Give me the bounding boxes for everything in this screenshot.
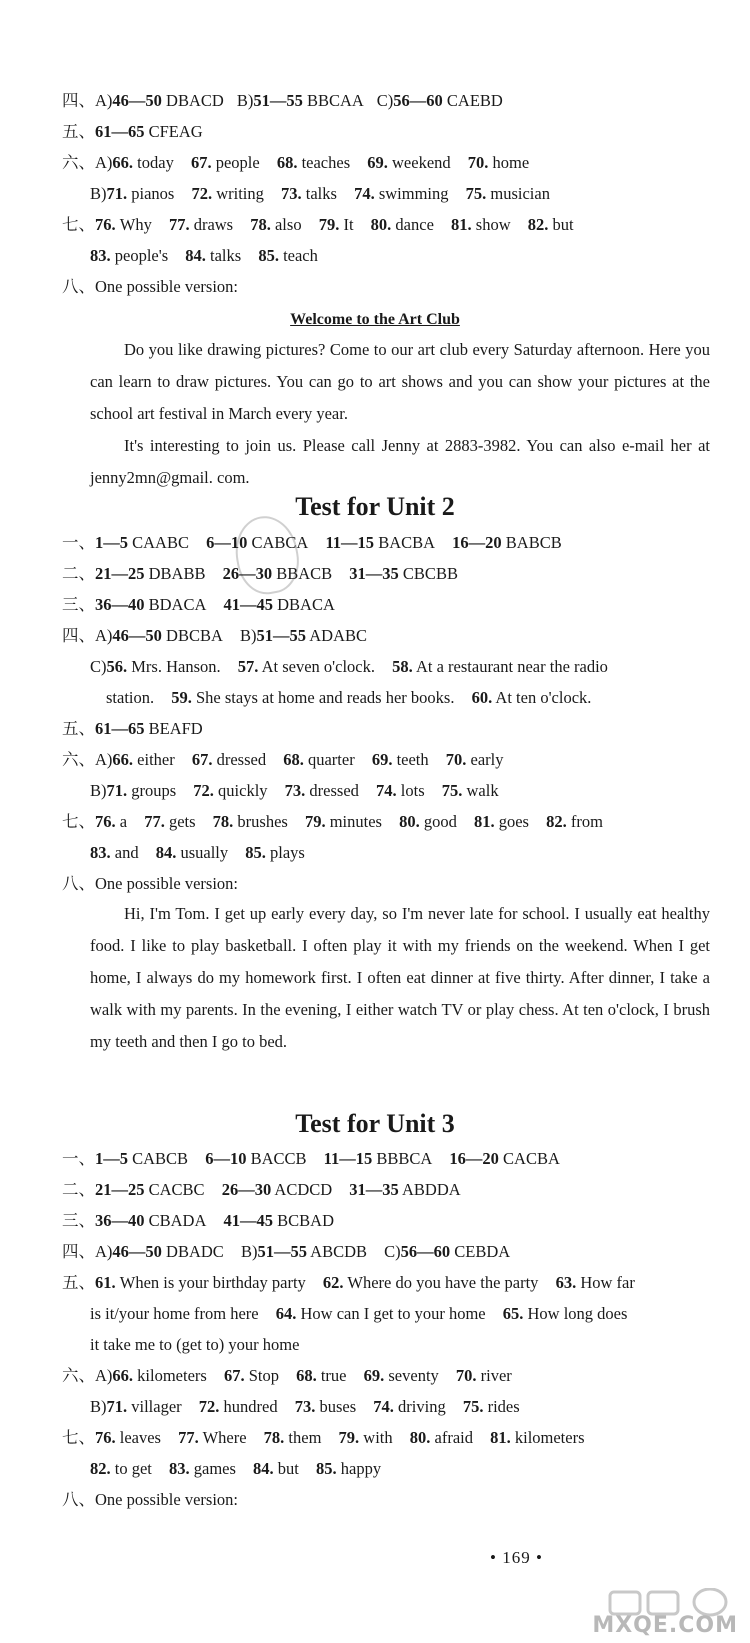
answer-line: 二、21—25 DBABB 26—30 BBACB 31—35 CBCBB — [62, 564, 458, 583]
answer-line: 三、36—40 CBADA 41—45 BCBAD — [62, 1211, 334, 1230]
answer-line: 二、21—25 CACBC 26—30 ACDCD 31—35 ABDDA — [62, 1180, 461, 1199]
unit-title: Test for Unit 2 — [295, 492, 455, 521]
answer-line: 四、A)46—50 DBACD B)51—55 BBCAA C)56—60 CAEBD — [62, 91, 503, 110]
answer-line: B)71. groups 72. quickly 73. dressed 74. lots 75. walk — [90, 781, 499, 800]
answer-line: 四、A)46—50 DBADC B)51—55 ABCDB C)56—60 CEBDA — [62, 1242, 511, 1261]
page-number: • 169 • — [490, 1548, 543, 1567]
stamp-mark — [230, 511, 305, 599]
answer-line: 六、A)66. kilometers 67. Stop 68. true 69. seventy 70. river — [62, 1366, 512, 1385]
watermark-text: MXQE.COM — [592, 1613, 738, 1638]
answer-line: 四、A)46—50 DBCBA B)51—55 ADABC — [62, 626, 368, 645]
answer-line: 六、A)66. today 67. people 68. teaches 69. weekend 70. home — [62, 153, 530, 172]
section-label: 八、One possible version: — [62, 874, 238, 893]
essay-paragraph: Do you like drawing pictures? Come to our art club every Saturday afternoon. Here you can learn to draw pictures. You can go to art shows and you can show your pictures at the school art festival in March every year. It's interesting to join us. Please call Jenny at 2883-3982. You can also e-mail her at jenny2mn@gmail. com. — [90, 340, 710, 487]
unit-title: Test for Unit 3 — [295, 1109, 455, 1138]
answer-line: 五、61—65 BEAFD — [62, 719, 203, 738]
essay-title: Welcome to the Art Club — [290, 311, 460, 328]
answer-line: B)71. villager 72. hundred 73. buses 74. driving 75. rides — [90, 1397, 520, 1416]
section-label: 八、One possible version: — [62, 1490, 238, 1509]
answer-line: 83. and 84. usually 85. plays — [90, 843, 305, 862]
answer-line: 六、A)66. either 67. dressed 68. quarter 69. teeth 70. early — [62, 750, 504, 769]
answer-line: 三、36—40 BDACA 41—45 DBACA — [62, 595, 335, 614]
answer-line: 82. to get 83. games 84. but 85. happy — [90, 1459, 382, 1478]
answer-line: 七、76. a 77. gets 78. brushes 79. minutes 80. good 81. goes 82. from — [62, 812, 603, 831]
answer-line: 七、76. leaves 77. Where 78. them 79. with 80. afraid 81. kilometers — [62, 1428, 585, 1447]
answer-line: 一、1—5 CABCB 6—10 BACCB 11—15 BBBCA 16—20 CACBA — [62, 1149, 560, 1168]
answer-line: 83. people's 84. talks 85. teach — [90, 246, 318, 265]
essay-paragraph: Hi, I'm Tom. I get up early every day, so I'm never late for school. I usually eat healthy food. I like to play basketball. I often play it with my friends on the weekend. When I get home, I always do my homework first. I often eat dinner at five thirty. After dinner, I take a walk with my parents. In the evening, I either watch TV or play chess. At ten o'clock, I brush my teeth and then I go to bed. — [90, 904, 710, 1051]
answer-line: 七、76. Why 77. draws 78. also 79. It 80. dance 81. show 82. but — [62, 215, 574, 234]
answer-line: C)56. Mrs. Hanson. 57. At seven o'clock. 58. At a restaurant near the radio — [90, 657, 608, 676]
answer-line: it take me to (get to) your home — [90, 1335, 300, 1354]
answer-line: 五、61. When is your birthday party 62. Where do you have the party 63. How far — [62, 1273, 635, 1292]
answer-line: 一、1—5 CAABC 6—10 CABCA 11—15 BACBA 16—20 BABCB — [62, 533, 562, 552]
answer-line: B)71. pianos 72. writing 73. talks 74. swimming 75. musician — [90, 184, 550, 203]
section-label: 八、One possible version: — [62, 277, 238, 296]
answer-line: station. 59. She stays at home and reads her books. 60. At ten o'clock. — [106, 688, 592, 707]
answer-line: 五、61—65 CFEAG — [62, 122, 203, 141]
watermark-logo — [592, 1588, 742, 1638]
answer-line: is it/your home from here 64. How can I get to your home 65. How long does — [90, 1304, 628, 1323]
